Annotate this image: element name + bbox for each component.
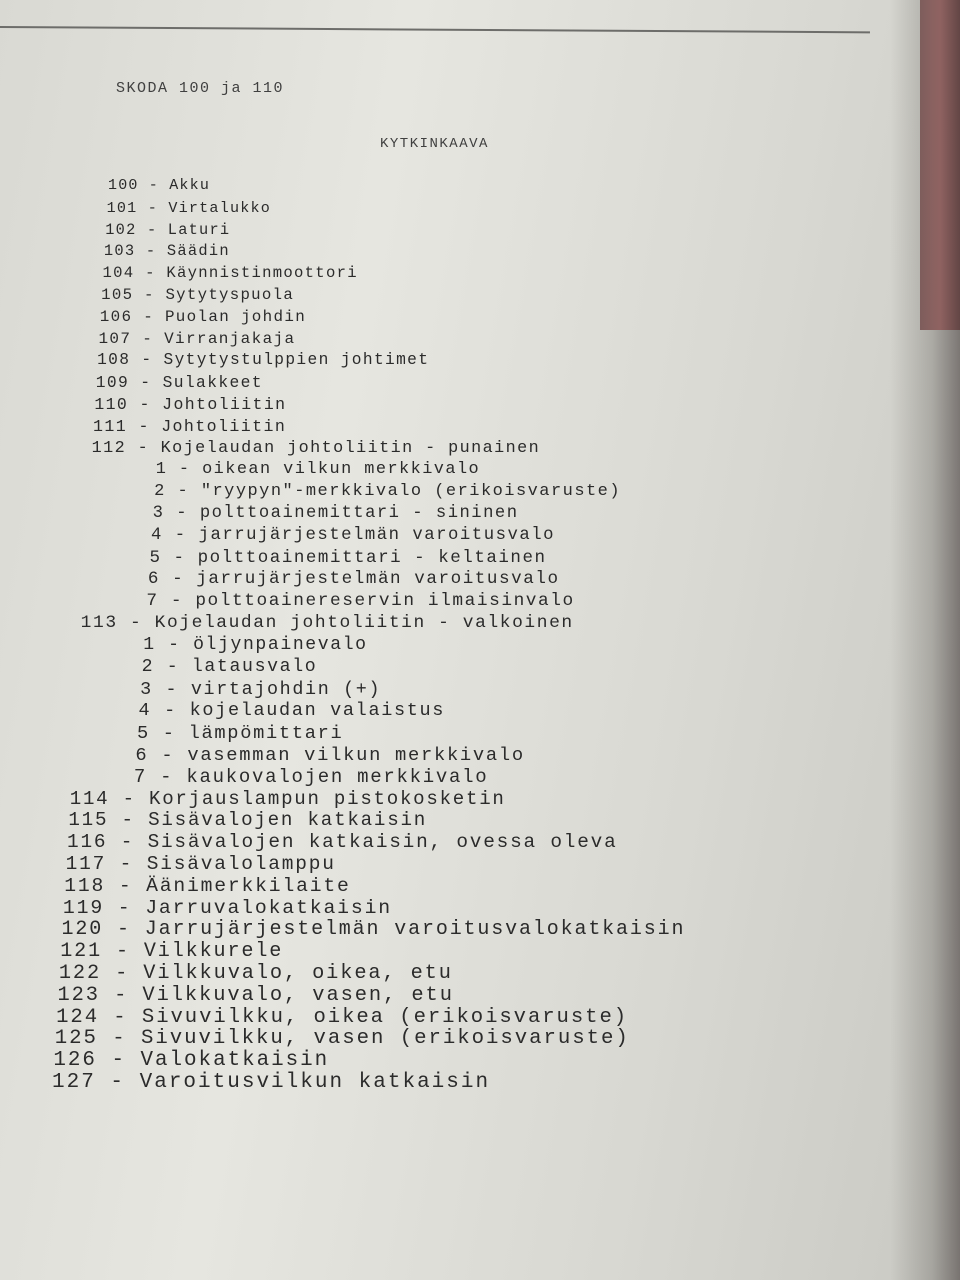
legend-separator: - bbox=[164, 504, 200, 524]
legend-text: Kojelaudan johtoliitin - valkoinen bbox=[154, 613, 574, 634]
legend-text: kojelaudan valaistus bbox=[189, 700, 446, 722]
legend-item bbox=[104, 242, 230, 260]
legend-text: Vilkkuvalo, oikea, etu bbox=[143, 961, 453, 985]
legend-text: Virtalukko bbox=[168, 198, 272, 217]
legend-number: 117 bbox=[65, 852, 107, 875]
legend-item bbox=[92, 439, 541, 458]
legend-separator: - bbox=[136, 220, 168, 239]
legend-item bbox=[63, 897, 392, 919]
legend-number: 127 bbox=[52, 1071, 96, 1094]
legend-number: 105 bbox=[101, 286, 134, 305]
legend-text: vasemman vilkun merkkivalo bbox=[187, 743, 525, 766]
legend-number: 1 bbox=[155, 460, 168, 480]
legend-text: Äänimerkkilaite bbox=[146, 874, 351, 897]
legend-number: 118 bbox=[64, 874, 106, 897]
legend-separator: - bbox=[97, 1027, 141, 1051]
legend-item bbox=[56, 1006, 628, 1029]
legend-text: Käynnistinmoottori bbox=[166, 264, 358, 283]
legend-number: 3 bbox=[140, 678, 153, 700]
legend-text: Virranjakaja bbox=[164, 329, 296, 348]
legend-item bbox=[53, 1049, 329, 1072]
legend-item bbox=[57, 984, 453, 1007]
legend-subitem bbox=[142, 657, 318, 677]
legend-text: Sulakkeet bbox=[162, 373, 263, 393]
legend-number: 7 bbox=[146, 591, 159, 612]
legend-text: Sivuvilkku, oikea (erikoisvaruste) bbox=[141, 1005, 629, 1029]
legend-number: 103 bbox=[103, 242, 136, 261]
legend-text: latausvalo bbox=[191, 656, 318, 677]
legend-subitem bbox=[140, 679, 381, 700]
legend-subitem bbox=[137, 722, 343, 744]
legend-separator: - bbox=[160, 569, 197, 590]
legend-separator: - bbox=[155, 634, 194, 655]
legend-number: 5 bbox=[149, 547, 162, 568]
legend-number: 121 bbox=[60, 940, 103, 964]
legend-separator: - bbox=[95, 1071, 140, 1094]
legend-separator: - bbox=[152, 678, 191, 700]
legend-text: Sisävalojen katkaisin bbox=[148, 809, 428, 832]
legend-item bbox=[100, 308, 306, 326]
legend-number: 124 bbox=[56, 1005, 99, 1029]
legend-separator: - bbox=[132, 307, 165, 326]
legend-text: öljynpainevalo bbox=[193, 634, 368, 655]
legend-number: 101 bbox=[106, 198, 138, 217]
legend-item bbox=[60, 940, 283, 963]
legend-number: 4 bbox=[138, 700, 152, 722]
legend-item bbox=[55, 1027, 630, 1050]
legend-separator: - bbox=[146, 765, 187, 788]
legend-subitem bbox=[135, 744, 524, 766]
legend-separator: - bbox=[149, 722, 189, 745]
legend-separator: - bbox=[148, 743, 188, 766]
legend-separator: - bbox=[137, 198, 169, 217]
legend-text: kaukovalojen merkkivalo bbox=[186, 765, 489, 788]
legend-text: Sisävalolamppu bbox=[146, 852, 336, 875]
legend-separator: - bbox=[151, 700, 190, 722]
legend-separator: - bbox=[167, 460, 203, 480]
legend-text: Vilkkurele bbox=[143, 940, 284, 964]
legend-separator: - bbox=[134, 264, 167, 283]
legend-number: 3 bbox=[152, 504, 165, 524]
legend-separator: - bbox=[101, 961, 144, 985]
legend-item bbox=[96, 373, 263, 392]
legend-separator: - bbox=[129, 373, 163, 393]
document-header: SKODA 100 ja 110 bbox=[116, 80, 285, 97]
legend-separator: - bbox=[107, 831, 148, 854]
legend-subitem bbox=[143, 635, 367, 655]
legend-separator: - bbox=[103, 918, 145, 942]
legend-number: 125 bbox=[54, 1027, 98, 1051]
legend-item bbox=[94, 395, 286, 414]
legend-number: 108 bbox=[97, 351, 131, 370]
legend-item bbox=[81, 613, 574, 633]
legend-number: 6 bbox=[135, 743, 149, 766]
legend-number: 104 bbox=[102, 264, 135, 283]
legend-text: "ryypyn"-merkkivalo (erikoisvaruste) bbox=[200, 482, 622, 502]
legend-item bbox=[97, 351, 429, 369]
legend-number: 126 bbox=[53, 1049, 97, 1073]
document-title: KYTKINKAAVA bbox=[380, 136, 489, 152]
legend-item bbox=[105, 221, 230, 239]
legend-number: 119 bbox=[62, 896, 105, 919]
legend-text: Johtoliitin bbox=[162, 395, 287, 415]
legend-number: 2 bbox=[154, 482, 166, 502]
legend-text: Varoitusvilkun katkaisin bbox=[139, 1071, 491, 1094]
legend-item bbox=[62, 918, 686, 941]
legend-item bbox=[103, 264, 358, 282]
legend-number: 122 bbox=[58, 961, 102, 985]
legend-text: Laturi bbox=[167, 220, 231, 239]
legend-item bbox=[64, 875, 350, 897]
legend-number: 110 bbox=[94, 395, 129, 415]
legend-text: Sisävalojen katkaisin, ovessa oleva bbox=[147, 831, 618, 854]
legend-number: 5 bbox=[136, 722, 150, 745]
legend-text: Säädin bbox=[166, 242, 230, 261]
legend-separator: - bbox=[133, 286, 166, 305]
legend-text: Valokatkaisin bbox=[140, 1049, 330, 1073]
legend-item bbox=[52, 1071, 490, 1094]
legend-number: 107 bbox=[98, 329, 132, 348]
legend-item bbox=[67, 831, 617, 853]
legend-text: Jarruvalokatkaisin bbox=[145, 896, 392, 919]
legend-subitem bbox=[134, 766, 489, 788]
legend-subitem bbox=[151, 526, 555, 545]
legend-subitem bbox=[153, 504, 519, 523]
legend-text: polttoainemittari - keltainen bbox=[197, 547, 547, 568]
legend-separator: - bbox=[104, 896, 146, 919]
legend-number: 123 bbox=[57, 983, 100, 1007]
legend-item bbox=[70, 788, 506, 810]
legend-separator: - bbox=[99, 983, 143, 1007]
legend-item bbox=[59, 962, 453, 985]
legend-text: Sytytystulppien johtimet bbox=[163, 351, 430, 370]
legend-item bbox=[93, 417, 286, 436]
legend-separator: - bbox=[117, 613, 155, 634]
legend-separator: - bbox=[126, 438, 161, 458]
legend-separator: - bbox=[109, 787, 149, 810]
legend-text: jarrujärjestelmän varoitusvalo bbox=[198, 525, 555, 545]
legend-separator: - bbox=[105, 874, 147, 897]
legend-separator: - bbox=[99, 1005, 142, 1029]
legend-number: 115 bbox=[68, 809, 109, 832]
legend-subitem bbox=[148, 569, 560, 589]
legend-separator: - bbox=[158, 591, 196, 612]
legend-separator: - bbox=[102, 940, 144, 964]
top-rule bbox=[0, 26, 870, 33]
legend-subitem bbox=[146, 591, 574, 611]
legend-separator: - bbox=[161, 547, 198, 568]
legend-text: Puolan johdin bbox=[164, 307, 307, 326]
legend-text: virtajohdin (+) bbox=[190, 678, 382, 700]
legend-number: 4 bbox=[151, 525, 163, 545]
legend-number: 6 bbox=[147, 569, 160, 590]
legend-subitem bbox=[156, 460, 480, 479]
legend-separator: - bbox=[127, 416, 162, 436]
legend-number: 100 bbox=[108, 177, 139, 194]
legend-text: oikean vilkun merkkivalo bbox=[202, 460, 481, 480]
legend-number: 102 bbox=[105, 220, 137, 239]
legend-separator: - bbox=[130, 351, 164, 370]
legend-text: Kojelaudan johtoliitin - punainen bbox=[160, 438, 541, 458]
legend-number: 106 bbox=[99, 307, 133, 326]
legend-separator: - bbox=[135, 242, 167, 261]
legend-text: Akku bbox=[169, 177, 211, 194]
legend-text: polttoainereservin ilmaisinvalo bbox=[195, 591, 575, 612]
legend-item bbox=[66, 853, 336, 875]
legend-number: 116 bbox=[67, 831, 108, 854]
legend-item bbox=[108, 177, 210, 194]
legend-separator: - bbox=[96, 1049, 141, 1073]
legend-separator: - bbox=[131, 329, 165, 348]
legend-item bbox=[107, 199, 271, 217]
legend-number: 7 bbox=[133, 765, 147, 788]
legend-text: Jarrujärjestelmän varoitusvalokatkaisin bbox=[144, 918, 686, 942]
legend-item bbox=[98, 330, 295, 348]
legend-separator: - bbox=[162, 525, 199, 545]
legend-text: lämpömittari bbox=[188, 722, 344, 745]
background-edge bbox=[920, 0, 960, 330]
legend-text: Sivuvilkku, vasen (erikoisvaruste) bbox=[140, 1027, 630, 1051]
legend-separator: - bbox=[138, 177, 170, 194]
legend-number: 113 bbox=[80, 613, 118, 634]
legend-subitem bbox=[154, 482, 621, 501]
legend-number: 2 bbox=[141, 656, 155, 677]
legend-item bbox=[68, 809, 427, 831]
legend-item bbox=[101, 286, 294, 304]
legend-separator: - bbox=[106, 852, 147, 875]
legend-separator: - bbox=[154, 656, 192, 677]
legend-text: Vilkkuvalo, vasen, etu bbox=[142, 983, 454, 1007]
legend-number: 120 bbox=[61, 918, 104, 942]
legend-number: 109 bbox=[95, 373, 130, 393]
legend-separator: - bbox=[165, 482, 201, 502]
legend-text: Johtoliitin bbox=[161, 416, 287, 436]
legend-number: 1 bbox=[143, 634, 156, 655]
legend-text: polttoainemittari - sininen bbox=[199, 504, 519, 524]
legend-text: Sytytyspuola bbox=[165, 286, 295, 305]
legend-separator: - bbox=[128, 395, 163, 415]
legend-subitem bbox=[139, 700, 446, 721]
legend-separator: - bbox=[108, 809, 149, 832]
legend-number: 111 bbox=[92, 416, 128, 436]
legend-number: 114 bbox=[69, 787, 110, 810]
legend-text: Korjauslampun pistokosketin bbox=[149, 787, 506, 810]
legend-text: jarrujärjestelmän varoitusvalo bbox=[196, 569, 560, 590]
legend-number: 112 bbox=[91, 438, 127, 458]
legend-subitem bbox=[149, 548, 546, 568]
